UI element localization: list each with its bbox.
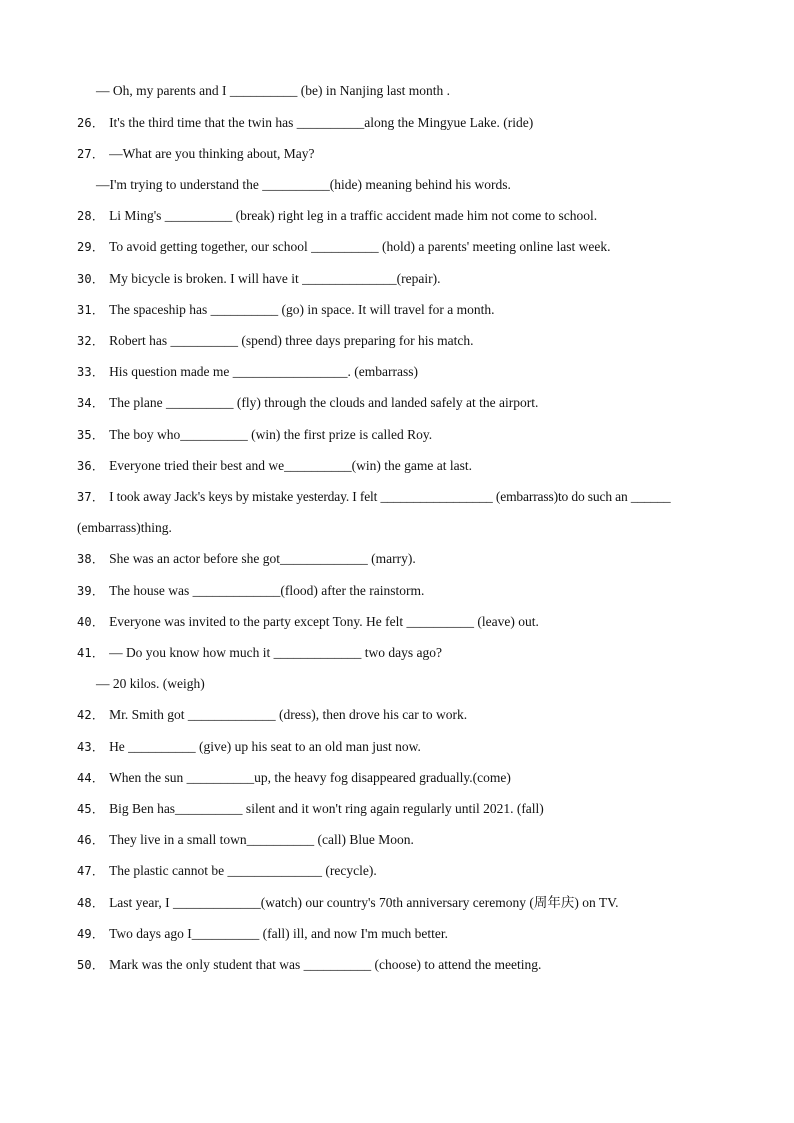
- question-number: 44．: [77, 771, 105, 785]
- question-number: 48．: [77, 896, 105, 910]
- question-text: Robert has __________ (spend) three days preparing for his match.: [109, 333, 474, 348]
- question-text: She was an actor before she got_____________ (marry).: [109, 551, 416, 566]
- question-text: To avoid getting together, our school __________ (hold) a parents' meeting online last week.: [109, 239, 611, 254]
- question-number: 26．: [77, 116, 105, 130]
- question-28: [77, 207, 597, 225]
- question-39: [77, 582, 424, 600]
- question-29: [77, 238, 611, 256]
- question-text: I took away Jack's keys by mistake yesterday. I felt _________________ (embarrass)to do such an ______: [109, 489, 671, 504]
- question-number: 28．: [77, 209, 105, 223]
- question-number: 35．: [77, 428, 105, 442]
- question-text: His question made me _________________. (embarrass): [109, 364, 419, 379]
- question-text: The plane __________ (fly) through the clouds and landed safely at the airport.: [109, 395, 539, 410]
- question-number: 27．: [77, 147, 105, 161]
- question-text: —What are you thinking about, May?: [109, 146, 315, 161]
- question-36: [77, 457, 472, 475]
- question-50: [77, 956, 541, 974]
- question-text: My bicycle is broken. I will have it ______________(repair).: [109, 271, 441, 286]
- dialogue-line: [96, 675, 205, 693]
- question-number: 50．: [77, 958, 105, 972]
- question-number: 45．: [77, 802, 105, 816]
- question-30: [77, 270, 441, 288]
- question-text: Li Ming's __________ (break) right leg in a traffic accident made him not come to school.: [109, 208, 598, 223]
- question-number: 34．: [77, 396, 105, 410]
- question-34: [77, 394, 538, 412]
- question-number: 36．: [77, 459, 105, 473]
- line-text: —I'm trying to understand the __________(hide) meaning behind his words.: [96, 177, 511, 192]
- question-47: [77, 862, 377, 880]
- dialogue-line: [96, 176, 511, 194]
- question-text: Big Ben has__________ silent and it won't ring again regularly until 2021. (fall): [109, 801, 544, 816]
- question-35: [77, 426, 432, 444]
- line-text: — Oh, my parents and I __________ (be) in Nanjing last month .: [96, 83, 450, 98]
- question-number: 40．: [77, 615, 105, 629]
- question-37: [77, 488, 670, 506]
- question-text: Everyone tried their best and we__________(win) the game at last.: [109, 458, 472, 473]
- question-text: They live in a small town__________ (call) Blue Moon.: [109, 832, 414, 847]
- question-42: [77, 706, 467, 724]
- question-number: 31．: [77, 303, 105, 317]
- question-41: [77, 644, 442, 662]
- question-43: [77, 738, 421, 756]
- question-text: The spaceship has __________ (go) in space. It will travel for a month.: [109, 302, 495, 317]
- question-27: [77, 145, 315, 163]
- question-number: 47．: [77, 864, 105, 878]
- question-number: 29．: [77, 240, 105, 254]
- question-number: 32．: [77, 334, 105, 348]
- question-text: Mr. Smith got _____________ (dress), then drove his car to work.: [109, 707, 468, 722]
- question-text: When the sun __________up, the heavy fog disappeared gradually.(come): [109, 770, 511, 785]
- line-text: — 20 kilos. (weigh): [96, 676, 205, 691]
- question-40: [77, 613, 539, 631]
- question-number: 42．: [77, 708, 105, 722]
- dialogue-line: [96, 82, 450, 100]
- question-number: 37．: [77, 490, 105, 504]
- question-text: Mark was the only student that was __________ (choose) to attend the meeting.: [109, 957, 542, 972]
- question-number: 43．: [77, 740, 105, 754]
- question-text: The house was _____________(flood) after the rainstorm.: [109, 583, 425, 598]
- question-text: It's the third time that the twin has __________along the Mingyue Lake. (ride): [109, 115, 534, 130]
- question-37-continuation: [77, 519, 172, 537]
- question-49: [77, 925, 448, 943]
- question-number: 38．: [77, 552, 105, 566]
- question-text: The plastic cannot be ______________ (recycle).: [109, 863, 377, 878]
- question-text: — Do you know how much it _____________ two days ago?: [109, 645, 443, 660]
- question-38: [77, 550, 416, 568]
- question-text: The boy who__________ (win) the first prize is called Roy.: [109, 427, 433, 442]
- question-number: 30．: [77, 272, 105, 286]
- question-48: [77, 894, 618, 912]
- question-text: Two days ago I__________ (fall) ill, and now I'm much better.: [109, 926, 448, 941]
- question-46: [77, 831, 414, 849]
- question-number: 39．: [77, 584, 105, 598]
- question-33: [77, 363, 418, 381]
- question-number: 41．: [77, 646, 105, 660]
- question-32: [77, 332, 473, 350]
- question-44: [77, 769, 511, 787]
- question-31: [77, 301, 494, 319]
- question-text: Last year, I _____________(watch) our country's 70th anniversary ceremony (周年庆) on TV.: [109, 895, 619, 910]
- line-text: (embarrass)thing.: [77, 520, 172, 535]
- question-text: He __________ (give) up his seat to an old man just now.: [109, 739, 421, 754]
- question-text: Everyone was invited to the party except Tony. He felt __________ (leave) out.: [109, 614, 539, 629]
- question-26: [77, 114, 533, 132]
- question-number: 33．: [77, 365, 105, 379]
- question-number: 46．: [77, 833, 105, 847]
- question-number: 49．: [77, 927, 105, 941]
- question-45: [77, 800, 544, 818]
